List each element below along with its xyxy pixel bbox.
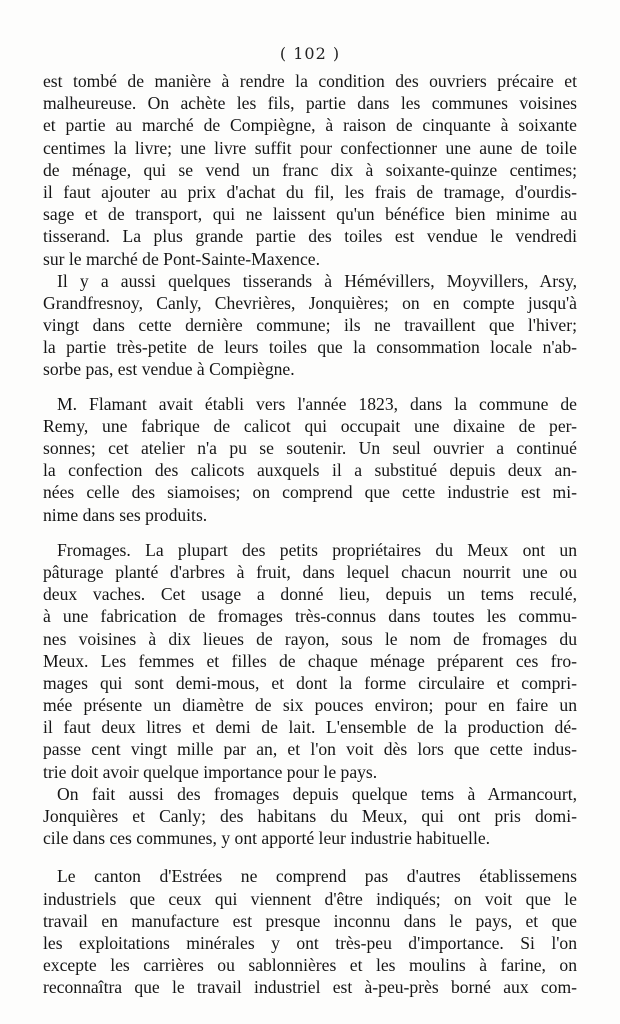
text-line: Fromages. La plupart des petits propriétaires du Meux ont un [57, 539, 577, 560]
paragraph-gap [43, 526, 577, 539]
text-line: sage et de transport, qui ne laissent qu'un bénéfice bien minime au [43, 204, 577, 225]
text-line: la partie très-petite de leurs toiles que la consommation locale n'ab- [43, 337, 577, 358]
text-line: sur le marché de Pont-Sainte-Maxence. [43, 248, 320, 269]
text-line: les exploitations minérales y ont très-peu d'importance. Si l'on [43, 932, 577, 953]
text-line: centimes la livre; une livre suffit pour confectionner une aune de toile [43, 137, 577, 158]
paragraph-weavers [43, 270, 577, 381]
text-line: nées celle des siamoises; on comprend que cette industrie est mi- [43, 482, 577, 503]
text-line: nes voisines à dix lieues de rayon, sous le nom de fromages du [43, 628, 577, 649]
page-body [43, 70, 577, 999]
paragraph-calico [43, 393, 577, 526]
page-number: ( 102 ) [279, 44, 341, 63]
text-line: passe cent vingt mille par an, et l'on voit dès lors que cette indus- [43, 739, 577, 760]
paragraph-cheeses-other [43, 783, 577, 850]
text-line: Grandfresnoy, Canly, Chevrières, Jonquières; on en compte jusqu'à [43, 292, 577, 313]
text-line: trie doit avoir quelque importance pour le pays. [43, 761, 378, 782]
paragraph-textile-prices [43, 70, 577, 270]
text-line: et partie au marché de Compiègne, à raison de cinquante à soixante [43, 115, 577, 136]
text-line: sonnes; cet atelier n'a pu se soutenir. Un seul ouvrier a continué [43, 438, 577, 458]
text-line: Jonquières et Canly; des habitans du Meux, qui ont pris domi- [43, 806, 577, 826]
text-line: excepte les carrières ou sablonnières et les moulins à farine, on [43, 955, 577, 976]
text-line: nime dans ses produits. [43, 504, 208, 525]
text-line: malheureuse. On achète les fils, partie dans les communes voisines [43, 93, 577, 114]
text-line: mée présente un diamètre de six pouces environ; pour en faire un [43, 695, 577, 716]
text-line: cile dans ces communes, y ont apporté leur industrie habituelle. [43, 828, 491, 849]
paragraph-gap [43, 381, 577, 393]
text-line: Meux. Les femmes et filles de chaque ménage préparent ces fro- [43, 650, 577, 671]
text-line: il faut ajouter au prix d'achat du fil, les frais de tramage, d'ourdis- [43, 181, 577, 202]
text-line: vingt dans cette dernière commune; ils ne travaillent que l'hiver; [43, 315, 577, 336]
text-line: il faut deux litres et demi de lait. L'ensemble de la production dé- [43, 717, 577, 738]
text-line: mages qui sont demi-mous, et dont la forme circulaire et compri- [43, 672, 577, 693]
text-line: sorbe pas, est vendue à Compiègne. [43, 359, 295, 380]
text-line: industriels que ceux qui viennent d'être indiqués; on voit que le [43, 888, 577, 909]
text-line: Remy, une fabrique de calicot qui occupait une dixaine de per- [43, 415, 577, 436]
text-line: On fait aussi des fromages depuis quelque tems à Armancourt, [57, 783, 577, 804]
text-line: est tombé de manière à rendre la condition des ouvriers précaire et [43, 71, 577, 91]
paragraph-gap [43, 849, 577, 865]
paragraph-canton-estrees [43, 865, 577, 998]
text-line: travail en manufacture est presque inconnu dans le pays, et que [43, 910, 577, 931]
text-line: tisserand. La plus grande partie des toiles est vendue le vendredi [43, 226, 577, 247]
text-line: la confection des calicots auxquels il a substitué depuis deux an- [43, 460, 577, 481]
paragraph-cheeses [43, 539, 577, 783]
text-line: à une fabrication de fromages très-connus dans toutes les commu- [43, 606, 577, 627]
text-line: Il y a aussi quelques tisserands à Hémévillers, Moyvillers, Arsy, [57, 270, 577, 291]
text-line: pâturage planté d'arbres à fruit, dans lequel chacun nourrit une ou [43, 561, 577, 582]
text-line: Le canton d'Estrées ne comprend pas d'autres établissemens [57, 866, 577, 887]
text-line: reconnaîtra que le travail industriel est à-peu-près borné aux com- [43, 977, 577, 998]
text-line: M. Flamant avait établi vers l'année 1823, dans la commune de [57, 393, 577, 414]
text-line: deux vaches. Cet usage a donné lieu, depuis un tems reculé, [43, 584, 577, 605]
text-line: de ménage, qui se vend un franc dix à soixante-quinze centimes; [43, 159, 577, 180]
